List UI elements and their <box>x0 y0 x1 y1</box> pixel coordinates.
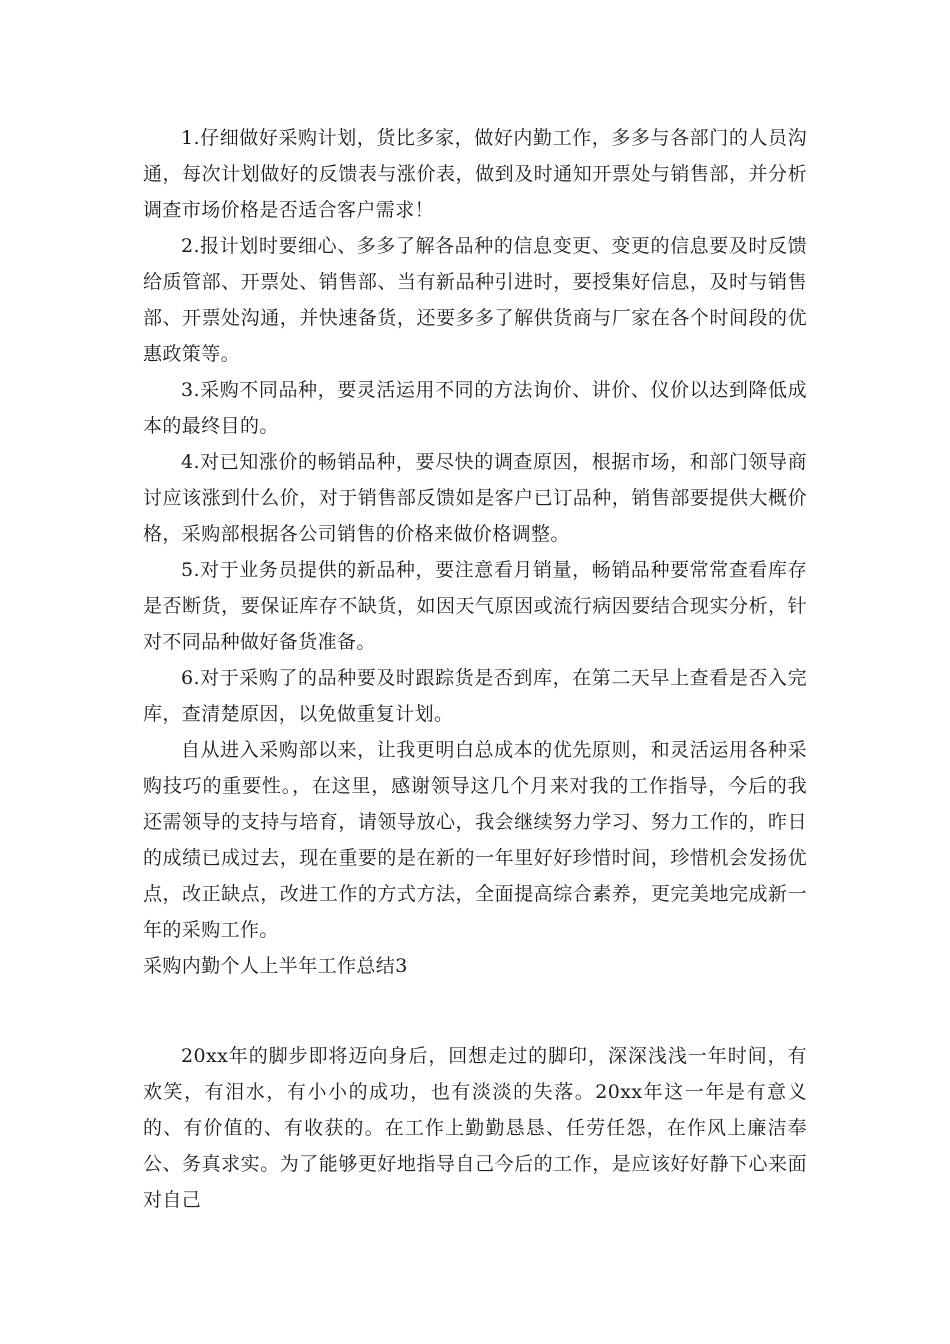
paragraph-item-1: 1.仔细做好采购计划，货比多家，做好内勤工作，多多与各部门的人员沟通，每次计划做好的反馈表与涨价表，做到及时通知开票处与销售部，并分析调查市场价格是否适合客户需求！ <box>143 127 807 221</box>
paragraph-item-5: 5.对于业务员提供的新品种，要注意看月销量，畅销品种要常常查看库存是否断货，要保证库存不缺货，如因天气原因或流行病因要结合现实分析，针对不同品种做好备货准备。 <box>143 559 807 653</box>
paragraph-item-3: 3.采购不同品种，要灵活运用不同的方法询价、讲价、仪价以达到降低成本的最终目的。 <box>143 379 807 437</box>
blank-line <box>143 984 807 1038</box>
paragraph-item-6: 6.对于采购了的品种要及时跟踪货是否到库，在第二天早上查看是否入完库，查清楚原因，以免做重复计划。 <box>143 667 807 725</box>
paragraph-item-4: 4.对已知涨价的畅销品种，要尽快的调查原因，根据市场，和部门领导商讨应该涨到什么价，对于销售部反馈如是客户已订品种，销售部要提供大概价格，采购部根据各公司销售的价格来做价格调整。 <box>143 451 807 545</box>
section-title: 采购内勤个人上半年工作总结3 <box>143 955 408 977</box>
paragraph-item-2: 2.报计划时要细心、多多了解各品种的信息变更、变更的信息要及时反馈给质管部、开票处、销售部、当有新品种引进时，要授集好信息，及时与销售部、开票处沟通，并快速备货，还要多多了解供货商与厂家在各个时间段的优惠政策等。 <box>143 235 807 365</box>
document-body <box>143 120 807 1218</box>
section-paragraph-1: 20xx年的脚步即将迈向身后，回想走过的脚印，深深浅浅一年时间，有欢笑，有泪水，有小小的成功，也有淡淡的失落。20xx年这一年是有意义的、有价值的、有收获的。在工作上勤勤恳恳、任劳任怨，在作风上廉洁奉公、务真求实。为了能够更好地指导自己今后的工作，是应该好好静下心来面对自己 <box>143 1045 807 1211</box>
closing-paragraph: 自从进入采购部以来，让我更明白总成本的优先原则，和灵活运用各种采购技巧的重要性。，在这里，感谢领导这几个月来对我的工作指导，今后的我还需领导的支持与培育，请领导放心，我会继续努力学习、努力工作的，昨日的成绩已成过去，现在重要的是在新的一年里好好珍惜时间，珍惜机会发扬优点，改正缺点，改进工作的方式方法，全面提高综合素养，更完美地完成新一年的采购工作。 <box>143 739 807 941</box>
